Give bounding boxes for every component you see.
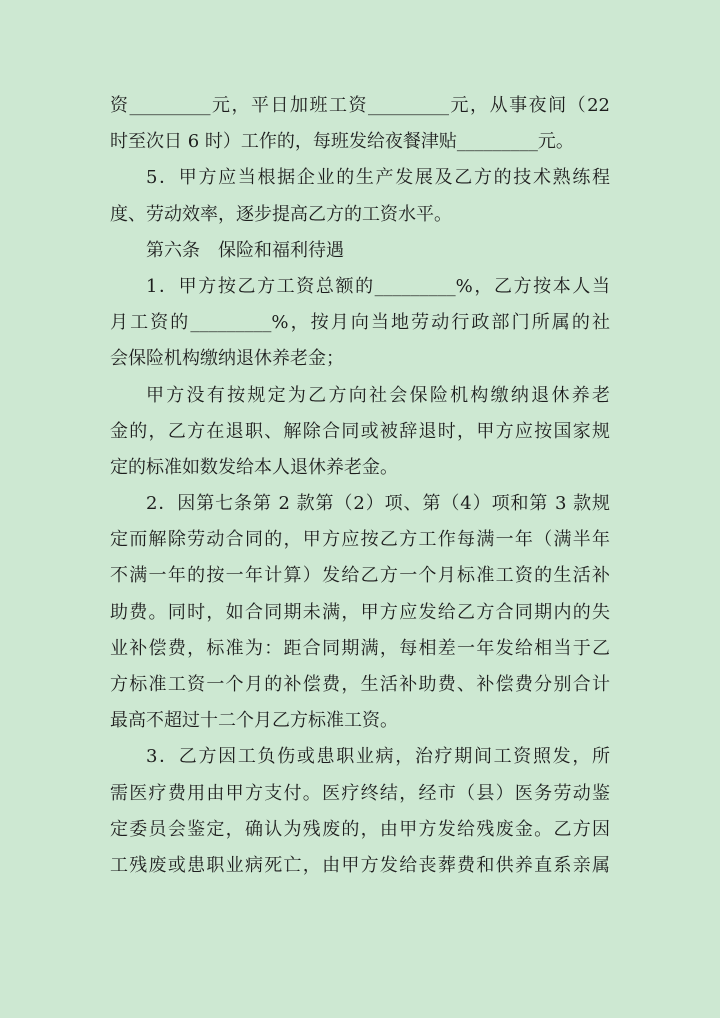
text-line: 定而解除劳动合同的，甲方应按乙方工作每满一年（满半年 [110,529,610,551]
paragraph-start-line: 3．乙方因工负伤或患职业病，治疗期间工资照发，所 [146,746,610,768]
text-line: 业补偿费，标准为：距合同期满，每相差一年发给相当于乙 [110,637,610,659]
section-heading: 第六条 保险和福利待遇 [146,239,344,261]
text-line: 时至次日 6 时）工作的，每班发给夜餐津贴_________元。 [110,131,574,153]
paragraph-start-line: 1．甲方按乙方工资总额的_________%，乙方按本人当 [146,275,610,297]
text-line: 助费。同时，如合同期未满，甲方应发给乙方合同期内的失 [110,601,610,623]
text-line: 工残废或患职业病死亡，由甲方发给丧葬费和供养直系亲属 [110,854,610,876]
paragraph-start-line: 2．因第七条第 2 款第（2）项、第（4）项和第 3 款规 [146,493,610,515]
document-body [110,88,610,884]
text-line: 不满一年的按一年计算）发给乙方一个月标准工资的生活补 [110,565,610,587]
text-line: 金的，乙方在退职、解除合同或被辞退时，甲方应按国家规 [110,420,610,442]
text-line: 方标准工资一个月的补偿费，生活补助费、补偿费分别合计 [110,674,610,695]
text-line: 定委员会鉴定，确认为残废的，由甲方发给残废金。乙方因 [110,818,610,840]
text-line: 资_________元，平日加班工资_________元，从事夜间（22 [110,95,610,116]
paragraph-start-line: 甲方没有按规定为乙方向社会保险机构缴纳退休养老 [146,384,610,406]
text-line: 月工资的_________%，按月向当地劳动行政部门所属的社 [110,312,610,334]
text-line: 定的标准如数发给本人退休养老金。 [110,456,398,478]
paragraph-start-line: 5．甲方应当根据企业的生产发展及乙方的技术熟练程 [146,167,610,189]
text-line: 会保险机构缴纳退休养老金； [110,348,344,370]
text-line: 需医疗费用由甲方支付。医疗终结，经市（县）医务劳动鉴 [110,782,610,804]
text-line: 度、劳动效率，逐步提高乙方的工资水平。 [110,203,452,225]
text-line: 最高不超过十二个月乙方标准工资。 [110,710,398,732]
